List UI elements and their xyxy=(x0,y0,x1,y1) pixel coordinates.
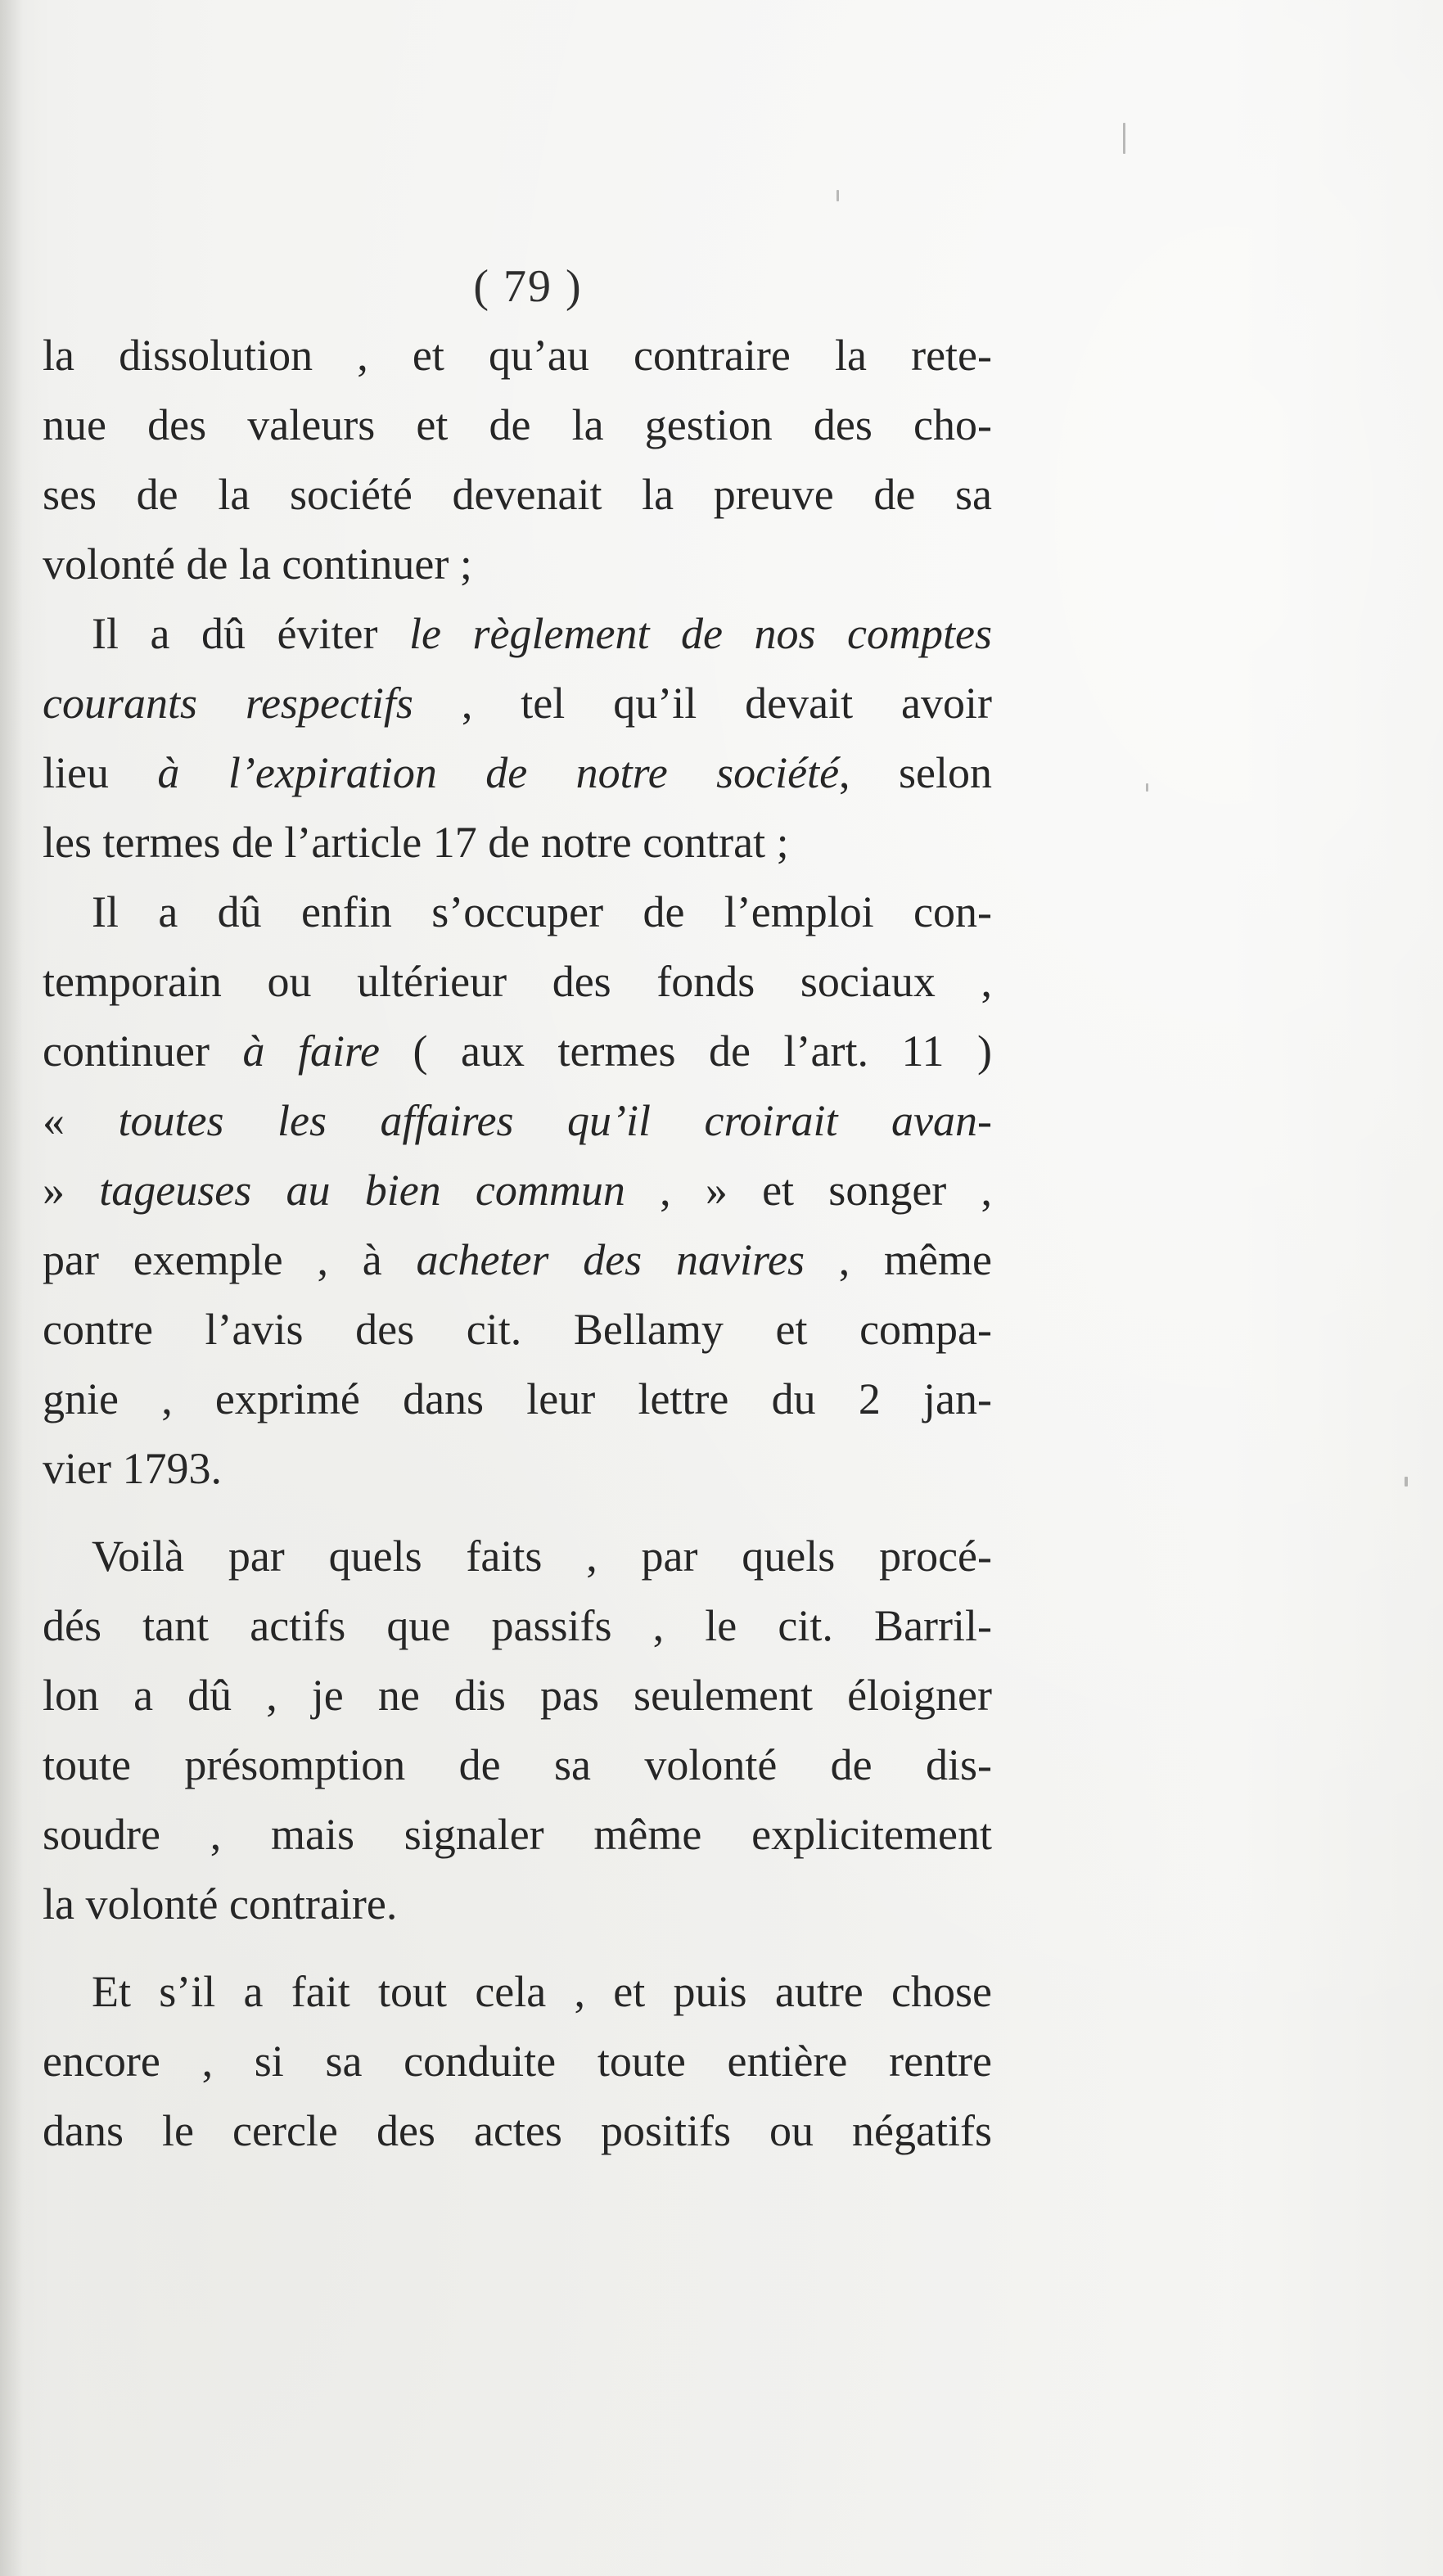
text-line: lon a dû , je ne dis pas seulement éloigner xyxy=(43,1671,992,1720)
text-run: par exemple , à xyxy=(43,1235,417,1284)
text-line: volonté de la continuer ; xyxy=(43,539,472,589)
text-run: , même xyxy=(804,1235,992,1284)
text-line: Et s’il a fait tout cela , et puis autre chose xyxy=(92,1967,992,2016)
italic-run: tageuses au bien commun xyxy=(99,1166,625,1215)
text-run: » xyxy=(43,1166,100,1215)
text-run: ( aux termes de l’art. 11 ) xyxy=(380,1026,993,1076)
text-line xyxy=(43,738,992,808)
page-number: ( 79 ) xyxy=(473,261,583,312)
text-line: les termes de l’article 17 de notre contrat ; xyxy=(43,818,789,867)
paper-speck xyxy=(1123,123,1125,154)
text-run: lieu xyxy=(43,748,158,797)
text-line: Il a dû enfin s’occuper de l’emploi con- xyxy=(92,887,992,936)
paper-speck xyxy=(1146,783,1148,792)
text-line: temporain ou ultérieur des fonds sociaux , xyxy=(43,957,992,1006)
text-line: Voilà par quels faits , par quels procé- xyxy=(92,1532,992,1581)
text-run: « xyxy=(43,1096,119,1145)
italic-run: à l’expiration de notre société xyxy=(157,748,840,797)
text-line xyxy=(43,669,992,738)
text-line xyxy=(43,599,992,669)
text-line xyxy=(43,1086,992,1156)
italic-run: toutes les affaires qu’il croirait avan- xyxy=(118,1096,992,1145)
text-line xyxy=(43,1156,992,1225)
binding-shadow xyxy=(0,0,23,2576)
text-line: vier 1793. xyxy=(43,1444,222,1493)
italic-run: acheter des navires xyxy=(416,1235,805,1284)
text-run: , » et songer , xyxy=(625,1166,993,1215)
text-line: gnie , exprimé dans leur lettre du 2 jan- xyxy=(43,1374,992,1423)
text-run: Il a dû éviter xyxy=(92,609,410,658)
text-run: continuer xyxy=(43,1026,243,1076)
italic-run: courants respectifs xyxy=(43,679,413,728)
body-text xyxy=(43,321,992,2166)
text-line: ses de la société devenait la preuve de sa xyxy=(43,470,992,519)
text-run: , selon xyxy=(839,748,992,797)
text-run: , tel qu’il devait avoir xyxy=(413,679,993,728)
text-line xyxy=(43,1017,992,1086)
text-line: encore , si sa conduite toute entière rentre xyxy=(43,2037,992,2086)
text-line: nue des valeurs et de la gestion des cho- xyxy=(43,400,992,449)
italic-run: le règlement de nos comptes xyxy=(409,609,992,658)
text-line: la volonté contraire. xyxy=(43,1879,398,1929)
text-line: dés tant actifs que passifs , le cit. Barril- xyxy=(43,1601,992,1650)
text-line xyxy=(43,1225,992,1295)
text-line: toute présomption de sa volonté de dis- xyxy=(43,1740,992,1789)
paper-speck xyxy=(1405,1477,1408,1487)
italic-run: à faire xyxy=(242,1026,380,1076)
text-line: la dissolution , et qu’au contraire la rete- xyxy=(43,331,992,380)
paper-speck xyxy=(836,190,839,201)
text-line: soudre , mais signaler même explicitement xyxy=(43,1810,992,1859)
text-line: dans le cercle des actes positifs ou négatifs xyxy=(43,2106,992,2155)
text-line: contre l’avis des cit. Bellamy et compa- xyxy=(43,1305,992,1354)
